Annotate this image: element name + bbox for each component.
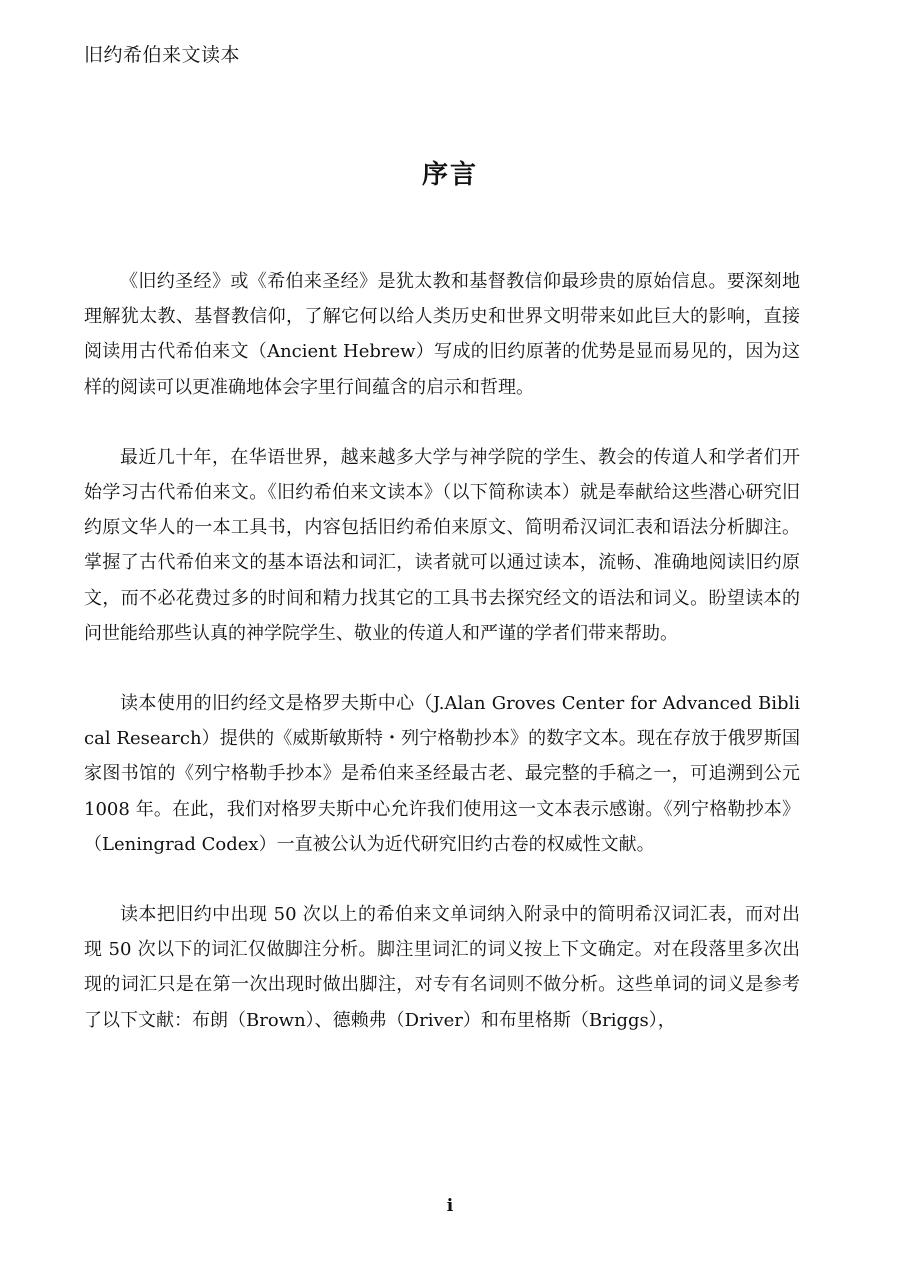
paragraph-1: 《旧约圣经》或《希伯来圣经》是犹太教和基督教信仰最珍贵的原始信息。要深刻地理解犹太教、基督教信仰，了解它何以给人类历史和世界文明带来如此巨大的影响，直接阅读用古代希伯来文（Ancient Hebrew）写成的旧约原著的优势是显而易见的，因为这样的阅读可以更准确地体会字里行间蕴含的启示和哲理。 [84,271,800,398]
paragraph-4: 读本把旧约中出现 50 次以上的希伯来文单词纳入附录中的简明希汉词汇表，而对出现 50 次以下的词汇仅做脚注分析。脚注里词汇的词义按上下文确定。对在段落里多次出现的词汇只是在第一次出现时做出脚注，对专有名词则不做分析。这些单词的词义是参考了以下文献：布朗（Brown）、德赖弗（Driver）和布里格斯（Briggs）， [84,904,800,1031]
running-header: 旧约希伯来文读本 [84,44,241,66]
body-text [84,264,800,1073]
paragraph-2: 最近几十年，在华语世界，越来越多大学与神学院的学生、教会的传道人和学者们开始学习古代希伯来文。《旧约希伯来文读本》（以下简称读本）就是奉献给这些潜心研究旧约原文华人的一本工具书，内容包括旧约希伯来原文、简明希汉词汇表和语法分析脚注。掌握了古代希伯来文的基本语法和词汇，读者就可以通过读本，流畅、准确地阅读旧约原文，而不必花费过多的时间和精力找其它的工具书去探究经文的语法和词义。盼望读本的问世能给那些认真的神学院学生、敬业的传道人和严谨的学者们带来帮助。 [84,446,800,644]
page-number: i [446,1196,454,1216]
page-title: 序言 [421,160,478,190]
paragraph-3: 读本使用的旧约经文是格罗夫斯中心（J.Alan Groves Center for Advanced Biblical Research）提供的《威斯敏斯特・列宁格勒抄本》的数字文本。现在存放于俄罗斯国家图书馆的《列宁格勒手抄本》是希伯来圣经最古老、最完整的手稿之一，可追溯到公元 1008 年。在此，我们对格罗夫斯中心允许我们使用这一文本表示感谢。《列宁格勒抄本》（Leningrad Codex）一直被公认为近代研究旧约古卷的权威性文献。 [84,693,800,855]
